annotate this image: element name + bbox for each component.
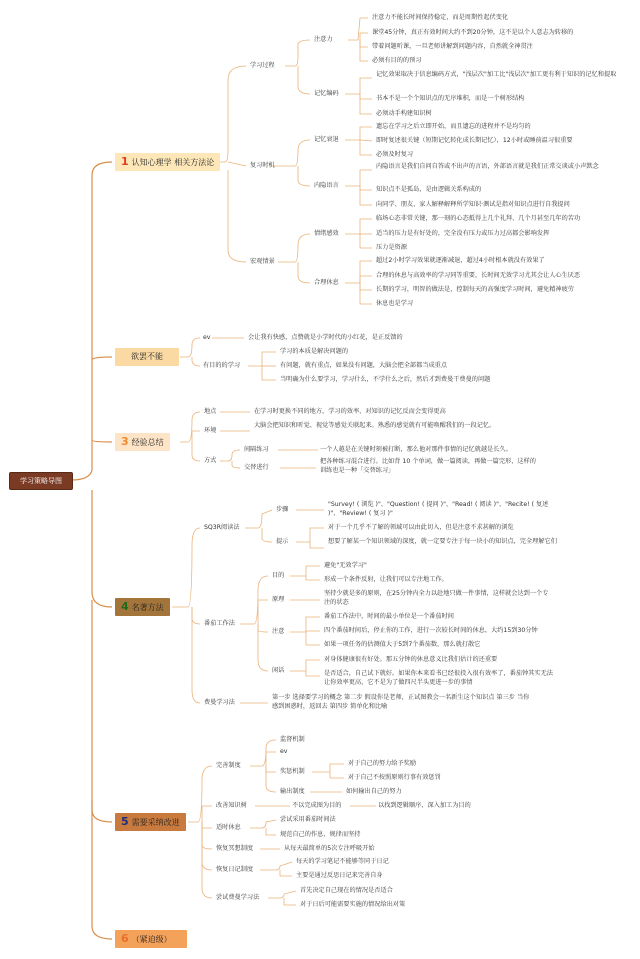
improve-text: 不以完成图为目的 (292, 802, 342, 809)
branch-5-node[interactable] (115, 813, 186, 831)
supervise-node[interactable]: 监督机制 (280, 736, 305, 743)
macro-context-node[interactable]: 宏观情景 (250, 258, 275, 265)
attention-node[interactable]: 注意力 (314, 36, 333, 43)
branch-2-node[interactable] (115, 348, 179, 366)
rest-node[interactable]: 适时休息 (216, 824, 241, 831)
inner-speech-node[interactable]: 内隐语言 (314, 182, 339, 189)
attention-point: 带着问题听课，一旦老师讲解到问题内容，自然就全神贯注 (372, 43, 533, 50)
pomodoro-node[interactable]: 番茄工作法 (204, 620, 235, 627)
rest-point: 长期的学习，明智的做法是，控制每天的高强度学习时间，避免精神疲劳 (376, 286, 574, 293)
method-node[interactable]: 方式 (204, 457, 217, 464)
reward-point: 对于自己不按照原则行事有效惩罚 (348, 774, 441, 781)
branch-number: 1 (121, 155, 129, 168)
root-node[interactable]: 学习策略导图 (9, 472, 73, 490)
purpose-node[interactable]: 有目的的学习 (203, 362, 241, 369)
system-node[interactable]: 完善制度 (216, 762, 241, 769)
ev-node[interactable]: ev (280, 748, 288, 755)
branch-title: 认知心理学 相关方法论 (131, 158, 215, 167)
note-point: 如果一项任务的估测值大于5到7个番茄数，那么就打散它 (324, 641, 481, 648)
improve-node[interactable]: 改善知识树 (216, 802, 247, 809)
attention-point: 注意力不能长时间保持稳定，而是周期性起伏变化 (372, 14, 509, 21)
branch-number: 6 (121, 932, 129, 945)
branch-number: 3 (121, 435, 129, 448)
branch-title: 欲罢不能 (131, 352, 163, 361)
environment-text: 大脑会把知识和听觉、视觉等感觉关联起来。熟悉的感觉就有可能唤醒我们的一段记忆。 (254, 422, 496, 429)
attention-note-node[interactable]: 注意 (272, 628, 285, 635)
reward-node[interactable]: 奖惩机制 (280, 768, 305, 775)
goal-point: 形成一个条件反射，让我们可以专注地工作。 (324, 576, 448, 583)
feynman-text: 第一步 选择要学习的概念 第二步 假设你是老师，正试图教会一名新生这个知识点 第三步 当你感到困惑时，返回去 第四步 简单化和比喻 (272, 694, 530, 710)
decay-point: 遗忘在学习之后立即开始，而且遗忘的进程并不是均匀的 (376, 123, 531, 130)
decay-point: 即时复述很关键（短期记忆转化成长期记忆），12小时或睡前温习很重要 (376, 137, 573, 144)
diary-point: 每天的学习笔记不能够等同于日记 (296, 858, 389, 865)
branch-title: 需要采纳改进 (131, 818, 180, 827)
feynman-node[interactable]: 费曼学习法 (204, 699, 235, 706)
branch-title: 名著方法 (131, 603, 164, 612)
goal-point: 避免"无效学习" (324, 562, 367, 569)
branch-4-node[interactable] (115, 598, 170, 616)
rest-point: 合理的休息与高效率的学习同等重要，长时间无效学习尤其会让人心生厌恶 (376, 272, 581, 279)
feynman-try-point: 对于日后可能需要实施的情况给出对策 (300, 901, 406, 908)
principle-node[interactable]: 原理 (272, 596, 285, 603)
place-node[interactable]: 地点 (204, 408, 217, 415)
output-node[interactable]: 输出制度 (280, 788, 305, 795)
hint-point: 对于一个几乎不了解的领域可以由此切入，但是注意不求甚解的浏览 (328, 524, 514, 531)
emotion-node[interactable]: 情绪感效 (314, 230, 339, 237)
emotion-point: 临场心态非常关键，那一刻的心态抵得上几个礼拜、几个月甚至几年的苦功 (376, 215, 581, 222)
interval-text: 一个人越是在关键时刻被打断，那么他对那件事情的记忆就越是长久。 (320, 446, 512, 453)
purpose-point: 当明确为什么要学习，学习什么，不学什么之后，然后才到费曼干费曼的问题 (280, 376, 491, 383)
purpose-point: 有问题，就有重点，如果没有问题，大脑会把全部都当成重点 (280, 362, 448, 369)
inner-speech-point: 内隐语言是我们自问自答或不出声的言语，外部语言就是我们正常交谈或小声默念 (376, 163, 599, 170)
rest-point: 规范自己的作息，规律而坚持 (280, 831, 361, 838)
emotion-point: 适当的压力是有好处的，完全没有压力或压力过高都会影响发挥 (376, 230, 550, 237)
review-node[interactable]: 复习时机 (250, 162, 275, 169)
branch-3-node[interactable] (115, 433, 170, 451)
feynman-try-point: 首先决定自己现在的情况是否适合 (300, 887, 393, 894)
output-text: 如何输出自己的努力 (346, 788, 402, 795)
hint-node[interactable]: 提示 (276, 538, 289, 545)
meditate-text: 从每天最简单的5次专注呼吸开始 (284, 845, 375, 852)
encoding-point: 记忆效果取决于信息编码方式，"浅层次"加工比"浅层次"加工更有利于知识的记忆和提取 (376, 71, 617, 78)
sq3r-node[interactable]: SQ3R阅读法 (204, 524, 240, 531)
environment-node[interactable]: 环境 (204, 427, 217, 434)
branch-1-node[interactable] (115, 153, 220, 171)
leisure-point: 是否适合，自己试下就好。如果你本来看书已经很投入很有效率了，番茄钟其实无法让你效率更高，它不是为了做四尺半头更进一步的事情 (324, 670, 553, 686)
diary-node[interactable]: 恢复日记制度 (216, 866, 254, 873)
encoding-point: 必须动手构建知识树 (376, 110, 432, 117)
emotion-point: 压力是资源 (376, 244, 407, 251)
cross-node[interactable]: 交替进行 (244, 464, 269, 471)
diary-point: 主要是通过反思日记来完善自身 (296, 872, 383, 879)
place-text: 在学习时更换不同的地方，学习的效率、对知识的记忆反而会变得更高 (254, 408, 446, 415)
cross-text: 把各种练习混合进行。比如背 10 个单词，做一篇阅读，再做一篇完形，这样的训练也是一种「交替练习」 (320, 458, 536, 474)
inner-speech-point: 向同学、朋友、家人解释解释所学知识·测试是指对知识点进行自我提问 (376, 201, 570, 208)
steps-node[interactable]: 步骤 (276, 506, 289, 513)
interval-node[interactable]: 间隔练习 (244, 446, 269, 453)
meditate-node[interactable]: 恢复冥想制度 (216, 845, 254, 852)
rest-point: 超过2小时学习效果就逐渐减退，超过4小时根本就没有效果了 (376, 257, 545, 264)
inner-speech-point: 知识点不是孤岛，是由逻辑关系构成的 (376, 186, 482, 193)
ev-node[interactable]: ev (203, 334, 211, 341)
steps-text: "Survey! ( 浏览 )"、"Question! ( 提问 )"、"Read! ( 阅读 )"、"Recite! ( 复述 )"、"Review! ( 复习 )" (328, 501, 549, 517)
rest-point: 休息也是学习 (376, 300, 414, 307)
attention-point: 必须有目的的预习 (372, 57, 422, 64)
attention-point: 课堂45分钟，真正有效时间大约不到20分钟，这不是以个人意志为转移的 (372, 29, 574, 36)
improve-text-2: 以找到逻辑顺序，深入加工为目的 (378, 802, 471, 809)
feynman-try-node[interactable]: 尝试费曼学习法 (216, 894, 260, 901)
branch-number: 4 (121, 600, 129, 613)
note-point: 番茄工作法中，时间的最小单位是一个番茄时间 (324, 613, 454, 620)
rest-node[interactable]: 合理休息 (314, 279, 339, 286)
note-point: 四个番茄时间后，停止你的工作，进行一次较长时间的休息，大约15到30分钟 (324, 627, 538, 634)
ev-text: 会让我有快感，点赞就是小学时代的小红花，是正反馈的 (248, 334, 403, 341)
goal-node[interactable]: 目的 (272, 572, 285, 579)
hint-point: 想要了解某一个知识领域的深度，就一定要专注于每一块小的知识点，完全理解它们 (328, 538, 557, 545)
rest-point: 尝试采用番茄时间法 (280, 816, 336, 823)
branch-title: （紧迫级） (131, 935, 172, 944)
decay-point: 必须及时复习 (376, 151, 414, 158)
reward-point: 对于自己的努力给予奖励 (348, 760, 417, 767)
study-process-node[interactable]: 学习过程 (250, 62, 275, 69)
memory-encoding-node[interactable]: 记忆编码 (314, 90, 339, 97)
leisure-point: 对身体健康很有好处。那五分钟的休息意义比我们估计的还重要 (324, 656, 498, 663)
branch-6-node[interactable] (115, 930, 187, 948)
branch-number: 5 (121, 815, 129, 828)
principle-text: 坚持少就是多的原则，在25分钟内全力以赴地只做一件事情，这样就会达到一个专注的状态 (324, 590, 549, 606)
memory-decay-node[interactable]: 记忆衰退 (314, 136, 339, 143)
leisure-node[interactable]: 闲话 (272, 667, 285, 674)
encoding-point: 书本不是一个个知识点的无序堆积，而是一个树形结构 (376, 95, 525, 102)
purpose-point: 学习的本质是解决问题的 (280, 348, 349, 355)
branch-title: 经验总结 (131, 438, 164, 447)
